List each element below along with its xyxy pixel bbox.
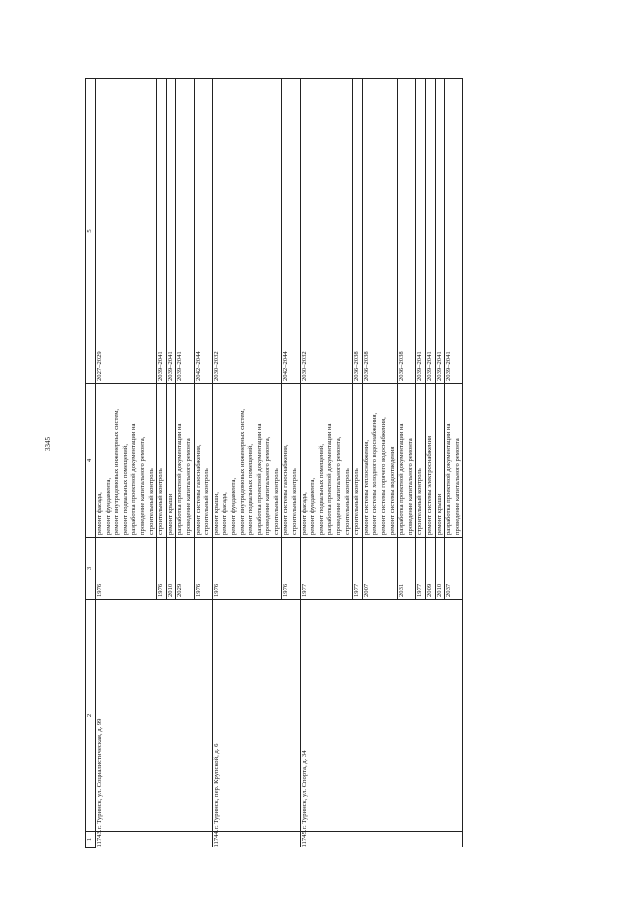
work-type-item: ремонт системы горячего водоснабжения, — [380, 417, 387, 535]
work-type-item: ремонт системы теплоснабжения, — [362, 440, 370, 535]
commissioning-year-cell: 1977 — [416, 538, 426, 600]
work-type-item: разработка проектной документации на — [445, 423, 453, 535]
work-type-item: строительный контроль — [203, 468, 211, 535]
page-number: 3345 — [44, 437, 52, 451]
work-type-item: ремонт фасада, — [96, 492, 103, 535]
work-type-item: ремонт фасада, — [221, 492, 229, 535]
building-address: г. Туринск, пер. Крупской, д. 6 — [212, 743, 220, 829]
work-type-item: строительный контроль — [416, 468, 424, 535]
rotated-table-container — [85, 78, 595, 848]
work-type-item: ремонт внутридомовых инженерных систем, — [113, 408, 121, 535]
work-types-cell — [300, 384, 353, 538]
planned-period-cell: 2039–2041 — [445, 79, 463, 384]
work-types-cell — [416, 384, 426, 538]
work-type-item: разработка проектной документации на — [130, 423, 138, 535]
commissioning-year-cell: 2029 — [176, 538, 194, 600]
work-types-cell — [353, 384, 363, 538]
work-type-item: ремонт системы газоснабжения, — [194, 444, 202, 535]
column-header-1: 1 — [86, 832, 96, 848]
work-types-cell — [425, 384, 435, 538]
work-type-item: разработка проектной документации на — [176, 423, 184, 535]
work-types-cell — [176, 384, 194, 538]
repair-schedule-table — [85, 78, 463, 848]
work-type-item: строительный контроль — [343, 468, 351, 535]
work-type-item: строительный контроль — [147, 468, 155, 535]
work-type-item: строительный контроль — [291, 468, 299, 535]
work-types-cell — [282, 384, 300, 538]
planned-period-cell: 2039–2041 — [425, 79, 435, 384]
commissioning-year-cell: 1976 — [157, 538, 167, 600]
work-types-cell — [194, 384, 212, 538]
planned-period-cell: 2030–2032 — [212, 79, 282, 384]
planned-period-cell: 2042–2044 — [194, 79, 212, 384]
planned-period-cell: 2042–2044 — [282, 79, 300, 384]
building-number-cell — [300, 829, 463, 848]
work-type-item: строительный контроль — [353, 468, 361, 535]
work-type-item: проведение капитального ремонта, — [138, 436, 146, 535]
planned-period-cell: 2039–2041 — [166, 79, 176, 384]
planned-period-cell: 2039–2041 — [157, 79, 167, 384]
commissioning-year-cell: 1976 — [194, 538, 212, 600]
building-number: 11743. — [96, 829, 103, 848]
work-type-item: проведение капитального ремонта — [184, 438, 192, 535]
planned-period-cell: 2036–2038 — [353, 79, 363, 384]
work-type-item: проведение капитального ремонта, — [264, 436, 272, 535]
commissioning-year-cell: 2007 — [362, 538, 397, 600]
work-type-item: строительный контроль — [272, 468, 280, 535]
work-types-cell — [212, 384, 282, 538]
work-type-item: ремонт системы электроснабжения — [425, 435, 433, 535]
building-address-cell — [96, 600, 213, 832]
work-type-item: ремонт фундамента, — [229, 477, 237, 535]
planned-period-cell: 2027–2029 — [96, 79, 157, 384]
work-type-item: проведение капитального ремонта, — [335, 436, 343, 535]
table-row — [96, 79, 157, 848]
work-type-item: строительный контроль — [157, 468, 165, 535]
work-type-item: ремонт фасада, — [300, 492, 308, 535]
column-header-4: 4 — [86, 384, 96, 538]
work-type-item: ремонт подвальных помещений, — [121, 444, 129, 535]
building-address-cell — [212, 600, 300, 832]
work-types-cell — [96, 384, 157, 538]
table-row — [212, 79, 282, 848]
building-number-cell — [96, 829, 213, 848]
planned-period-cell: 2030–2032 — [300, 79, 353, 384]
planned-period-cell: 2036–2038 — [398, 79, 416, 384]
work-type-item: ремонт фундамента, — [309, 477, 317, 535]
building-number: 11745. — [300, 829, 308, 848]
building-number-cell — [212, 829, 300, 848]
column-header-3: 3 — [86, 538, 96, 600]
building-address-cell — [300, 600, 463, 832]
commissioning-year-cell: 2031 — [398, 538, 416, 600]
column-header-5: 5 — [86, 79, 96, 384]
planned-period-cell: 2039–2041 — [176, 79, 194, 384]
work-type-item: разработка проектной документации на — [326, 423, 334, 535]
work-type-item: ремонт фундамента, — [104, 477, 112, 535]
commissioning-year-cell: 1977 — [353, 538, 363, 600]
work-type-item: ремонт внутридомовых инженерных систем, — [238, 408, 246, 535]
work-type-item: ремонт подвальных помещений, — [317, 444, 325, 535]
planned-period-cell: 2039–2041 — [416, 79, 426, 384]
work-type-item: ремонт крыши — [166, 493, 174, 535]
work-type-item: ремонт подвальных помещений, — [247, 444, 255, 535]
building-address: г. Туринск, ул. Социалистическая, д. 99 — [96, 718, 103, 829]
work-type-item: ремонт системы водоотведения — [388, 446, 396, 535]
work-types-cell — [362, 384, 397, 538]
commissioning-year-cell: 2009 — [425, 538, 435, 600]
work-type-item: разработка проектной документации на — [398, 423, 406, 535]
planned-period-cell: 2039–2041 — [435, 79, 445, 384]
planned-period-cell: 2036–2038 — [362, 79, 397, 384]
column-number-row — [86, 79, 96, 848]
work-types-cell — [435, 384, 445, 538]
column-header-2: 2 — [86, 600, 96, 832]
work-type-item: разработка проектной документации на — [255, 423, 263, 535]
work-type-item: ремонт системы газоснабжения, — [282, 444, 290, 535]
building-address: г. Туринск, ул. Спорта, д. 34 — [300, 750, 308, 829]
commissioning-year-cell: 1977 — [300, 538, 353, 600]
work-type-item: ремонт крыши — [435, 493, 443, 535]
commissioning-year-cell: 2010 — [435, 538, 445, 600]
building-number: 11744. — [212, 829, 220, 848]
work-type-item: проведение капитального ремонта — [453, 438, 461, 535]
commissioning-year-cell: 2037 — [445, 538, 463, 600]
commissioning-year-cell: 1976 — [212, 538, 282, 600]
work-type-item: проведение капитального ремонта — [406, 438, 414, 535]
work-types-cell — [166, 384, 176, 538]
work-types-cell — [445, 384, 463, 538]
work-type-item: ремонт крыши, — [212, 492, 220, 535]
commissioning-year-cell: 1976 — [282, 538, 300, 600]
commissioning-year-cell: 1976 — [96, 538, 157, 600]
table-row — [300, 79, 353, 848]
work-types-cell — [157, 384, 167, 538]
work-types-cell — [398, 384, 416, 538]
commissioning-year-cell: 2010 — [166, 538, 176, 600]
work-type-item: ремонт системы холодного водоснабжения, — [371, 412, 379, 535]
